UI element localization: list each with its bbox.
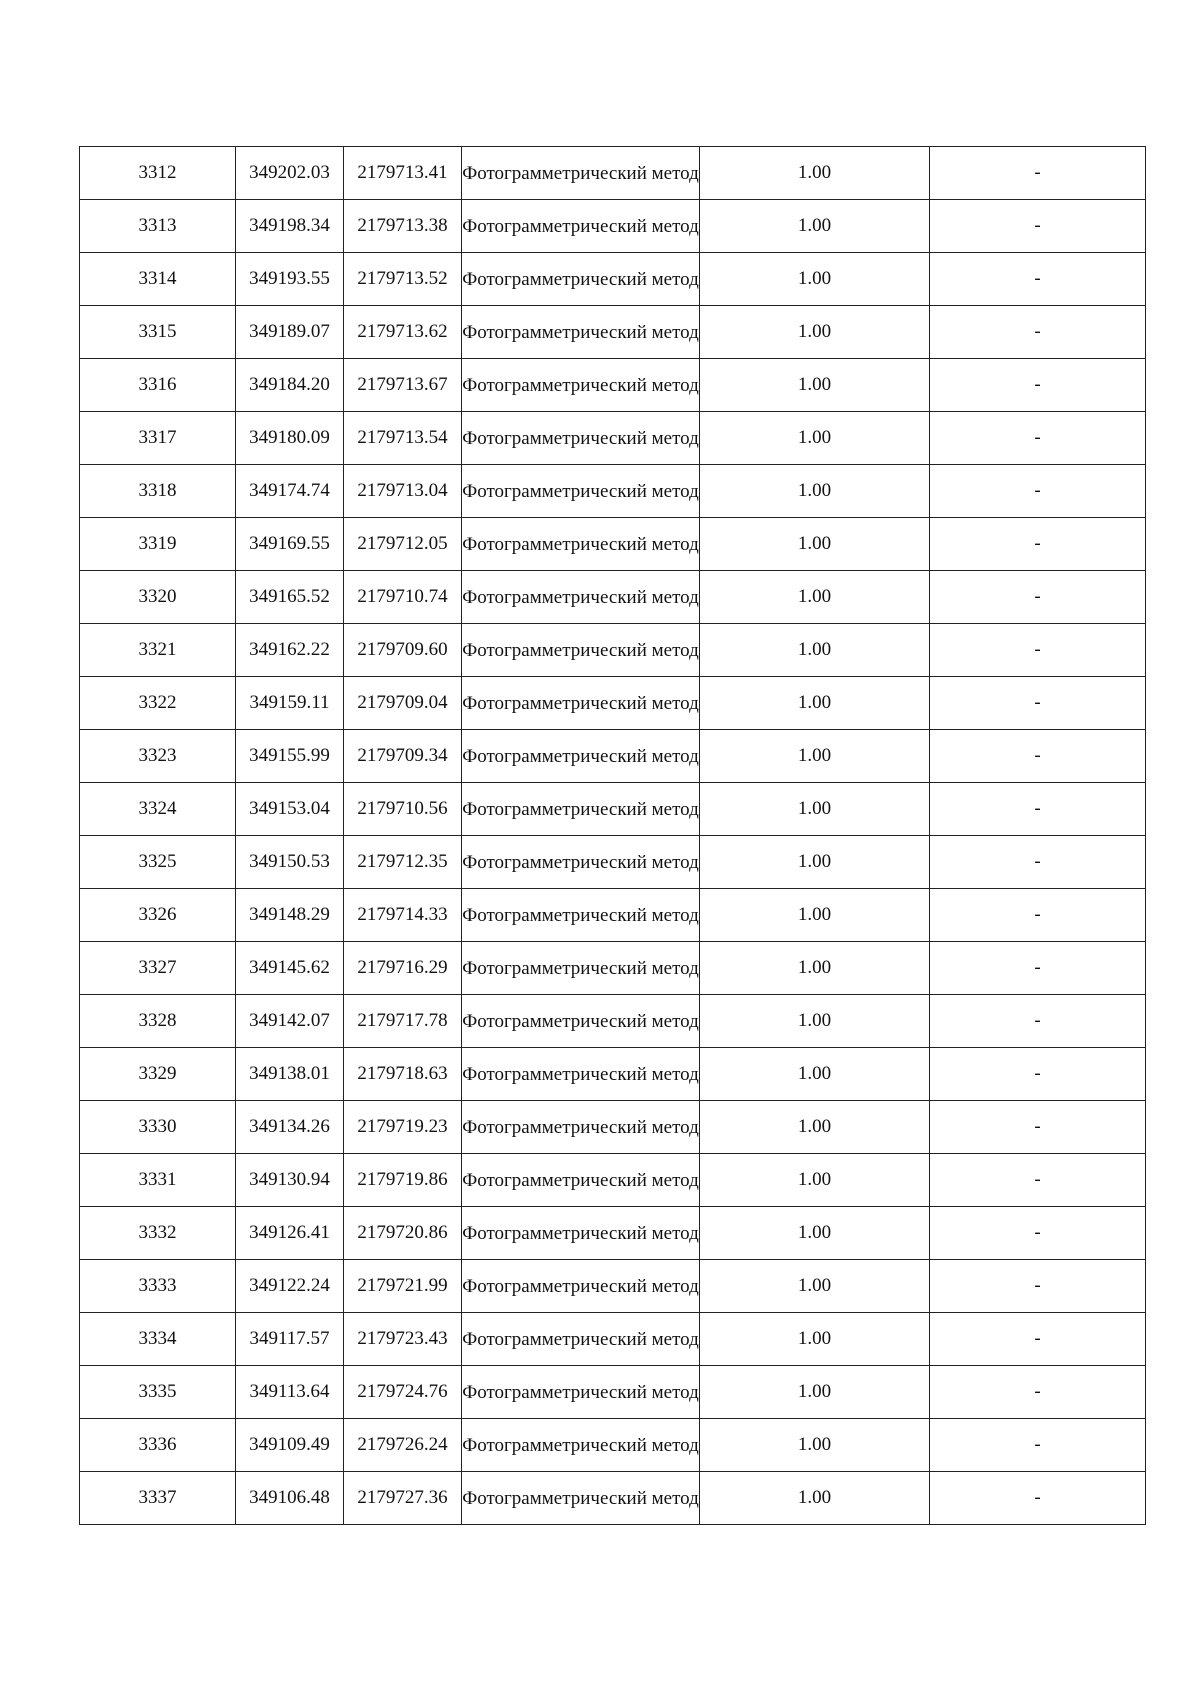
accuracy-cell: 1.00 — [700, 465, 930, 518]
note-cell: - — [930, 889, 1146, 942]
point-number-cell: 3315 — [80, 306, 236, 359]
y-coordinate-cell: 2179720.86 — [344, 1207, 462, 1260]
accuracy-cell: 1.00 — [700, 1101, 930, 1154]
note-cell: - — [930, 836, 1146, 889]
table-row — [80, 783, 1146, 836]
x-coordinate-cell: 349106.48 — [236, 1472, 344, 1525]
method-cell: Фотограмметрический метод — [462, 1313, 700, 1366]
note-cell: - — [930, 571, 1146, 624]
y-coordinate-cell: 2179710.56 — [344, 783, 462, 836]
accuracy-cell: 1.00 — [700, 942, 930, 995]
accuracy-cell: 1.00 — [700, 1154, 930, 1207]
method-cell: Фотограмметрический метод — [462, 783, 700, 836]
note-cell: - — [930, 783, 1146, 836]
note-cell: - — [930, 1207, 1146, 1260]
accuracy-cell: 1.00 — [700, 147, 930, 200]
table-row — [80, 624, 1146, 677]
method-cell: Фотограмметрический метод — [462, 1154, 700, 1207]
point-number-cell: 3325 — [80, 836, 236, 889]
table-row — [80, 1101, 1146, 1154]
note-cell: - — [930, 412, 1146, 465]
note-cell: - — [930, 942, 1146, 995]
y-coordinate-cell: 2179727.36 — [344, 1472, 462, 1525]
x-coordinate-cell: 349130.94 — [236, 1154, 344, 1207]
accuracy-cell: 1.00 — [700, 571, 930, 624]
method-cell: Фотограмметрический метод — [462, 465, 700, 518]
table-row — [80, 942, 1146, 995]
method-cell: Фотограмметрический метод — [462, 942, 700, 995]
method-cell: Фотограмметрический метод — [462, 995, 700, 1048]
y-coordinate-cell: 2179709.34 — [344, 730, 462, 783]
point-number-cell: 3313 — [80, 200, 236, 253]
accuracy-cell: 1.00 — [700, 1313, 930, 1366]
method-cell: Фотограмметрический метод — [462, 1260, 700, 1313]
table-row — [80, 571, 1146, 624]
accuracy-cell: 1.00 — [700, 200, 930, 253]
method-cell: Фотограмметрический метод — [462, 730, 700, 783]
accuracy-cell: 1.00 — [700, 359, 930, 412]
accuracy-cell: 1.00 — [700, 1419, 930, 1472]
point-number-cell: 3316 — [80, 359, 236, 412]
point-number-cell: 3317 — [80, 412, 236, 465]
point-number-cell: 3331 — [80, 1154, 236, 1207]
y-coordinate-cell: 2179712.05 — [344, 518, 462, 571]
y-coordinate-cell: 2179717.78 — [344, 995, 462, 1048]
x-coordinate-cell: 349169.55 — [236, 518, 344, 571]
note-cell: - — [930, 995, 1146, 1048]
note-cell: - — [930, 253, 1146, 306]
y-coordinate-cell: 2179716.29 — [344, 942, 462, 995]
method-cell: Фотограмметрический метод — [462, 359, 700, 412]
note-cell: - — [930, 1366, 1146, 1419]
note-cell: - — [930, 1154, 1146, 1207]
coordinates-table — [79, 146, 1146, 1525]
table-row — [80, 518, 1146, 571]
x-coordinate-cell: 349193.55 — [236, 253, 344, 306]
accuracy-cell: 1.00 — [700, 306, 930, 359]
y-coordinate-cell: 2179714.33 — [344, 889, 462, 942]
accuracy-cell: 1.00 — [700, 677, 930, 730]
point-number-cell: 3337 — [80, 1472, 236, 1525]
x-coordinate-cell: 349162.22 — [236, 624, 344, 677]
table-row — [80, 677, 1146, 730]
method-cell: Фотограмметрический метод — [462, 306, 700, 359]
method-cell: Фотограмметрический метод — [462, 200, 700, 253]
x-coordinate-cell: 349113.64 — [236, 1366, 344, 1419]
table-row — [80, 889, 1146, 942]
table-row — [80, 412, 1146, 465]
point-number-cell: 3321 — [80, 624, 236, 677]
method-cell: Фотограмметрический метод — [462, 253, 700, 306]
y-coordinate-cell: 2179719.86 — [344, 1154, 462, 1207]
note-cell: - — [930, 1419, 1146, 1472]
point-number-cell: 3333 — [80, 1260, 236, 1313]
table-row — [80, 1154, 1146, 1207]
accuracy-cell: 1.00 — [700, 1472, 930, 1525]
note-cell: - — [930, 1101, 1146, 1154]
y-coordinate-cell: 2179723.43 — [344, 1313, 462, 1366]
point-number-cell: 3332 — [80, 1207, 236, 1260]
method-cell: Фотограмметрический метод — [462, 624, 700, 677]
method-cell: Фотограмметрический метод — [462, 889, 700, 942]
accuracy-cell: 1.00 — [700, 412, 930, 465]
method-cell: Фотограмметрический метод — [462, 1366, 700, 1419]
note-cell: - — [930, 1260, 1146, 1313]
x-coordinate-cell: 349180.09 — [236, 412, 344, 465]
x-coordinate-cell: 349145.62 — [236, 942, 344, 995]
table-row — [80, 1207, 1146, 1260]
method-cell: Фотограмметрический метод — [462, 412, 700, 465]
y-coordinate-cell: 2179710.74 — [344, 571, 462, 624]
method-cell: Фотограмметрический метод — [462, 518, 700, 571]
x-coordinate-cell: 349153.04 — [236, 783, 344, 836]
point-number-cell: 3322 — [80, 677, 236, 730]
x-coordinate-cell: 349122.24 — [236, 1260, 344, 1313]
x-coordinate-cell: 349148.29 — [236, 889, 344, 942]
y-coordinate-cell: 2179713.54 — [344, 412, 462, 465]
note-cell: - — [930, 677, 1146, 730]
accuracy-cell: 1.00 — [700, 1366, 930, 1419]
note-cell: - — [930, 465, 1146, 518]
table-row — [80, 306, 1146, 359]
x-coordinate-cell: 349165.52 — [236, 571, 344, 624]
point-number-cell: 3320 — [80, 571, 236, 624]
point-number-cell: 3335 — [80, 1366, 236, 1419]
accuracy-cell: 1.00 — [700, 995, 930, 1048]
note-cell: - — [930, 518, 1146, 571]
table-row — [80, 1313, 1146, 1366]
point-number-cell: 3327 — [80, 942, 236, 995]
y-coordinate-cell: 2179713.52 — [344, 253, 462, 306]
x-coordinate-cell: 349174.74 — [236, 465, 344, 518]
accuracy-cell: 1.00 — [700, 624, 930, 677]
accuracy-cell: 1.00 — [700, 1207, 930, 1260]
method-cell: Фотограмметрический метод — [462, 836, 700, 889]
y-coordinate-cell: 2179713.67 — [344, 359, 462, 412]
note-cell: - — [930, 147, 1146, 200]
x-coordinate-cell: 349117.57 — [236, 1313, 344, 1366]
table-row — [80, 253, 1146, 306]
accuracy-cell: 1.00 — [700, 783, 930, 836]
point-number-cell: 3314 — [80, 253, 236, 306]
method-cell: Фотограмметрический метод — [462, 677, 700, 730]
note-cell: - — [930, 624, 1146, 677]
y-coordinate-cell: 2179713.62 — [344, 306, 462, 359]
x-coordinate-cell: 349184.20 — [236, 359, 344, 412]
x-coordinate-cell: 349202.03 — [236, 147, 344, 200]
table-row — [80, 995, 1146, 1048]
method-cell: Фотограмметрический метод — [462, 1472, 700, 1525]
method-cell: Фотограмметрический метод — [462, 1419, 700, 1472]
y-coordinate-cell: 2179713.41 — [344, 147, 462, 200]
y-coordinate-cell: 2179713.04 — [344, 465, 462, 518]
point-number-cell: 3323 — [80, 730, 236, 783]
point-number-cell: 3334 — [80, 1313, 236, 1366]
note-cell: - — [930, 1048, 1146, 1101]
accuracy-cell: 1.00 — [700, 518, 930, 571]
table-row — [80, 1419, 1146, 1472]
y-coordinate-cell: 2179724.76 — [344, 1366, 462, 1419]
y-coordinate-cell: 2179719.23 — [344, 1101, 462, 1154]
table-row — [80, 359, 1146, 412]
point-number-cell: 3328 — [80, 995, 236, 1048]
y-coordinate-cell: 2179721.99 — [344, 1260, 462, 1313]
note-cell: - — [930, 306, 1146, 359]
accuracy-cell: 1.00 — [700, 889, 930, 942]
table-row — [80, 730, 1146, 783]
table-row — [80, 1366, 1146, 1419]
x-coordinate-cell: 349198.34 — [236, 200, 344, 253]
x-coordinate-cell: 349138.01 — [236, 1048, 344, 1101]
point-number-cell: 3319 — [80, 518, 236, 571]
note-cell: - — [930, 200, 1146, 253]
note-cell: - — [930, 1472, 1146, 1525]
y-coordinate-cell: 2179713.38 — [344, 200, 462, 253]
y-coordinate-cell: 2179709.60 — [344, 624, 462, 677]
point-number-cell: 3326 — [80, 889, 236, 942]
accuracy-cell: 1.00 — [700, 1260, 930, 1313]
point-number-cell: 3318 — [80, 465, 236, 518]
method-cell: Фотограмметрический метод — [462, 571, 700, 624]
table-row — [80, 836, 1146, 889]
table-row — [80, 1048, 1146, 1101]
x-coordinate-cell: 349126.41 — [236, 1207, 344, 1260]
x-coordinate-cell: 349109.49 — [236, 1419, 344, 1472]
accuracy-cell: 1.00 — [700, 836, 930, 889]
table-row — [80, 1260, 1146, 1313]
accuracy-cell: 1.00 — [700, 730, 930, 783]
accuracy-cell: 1.00 — [700, 253, 930, 306]
y-coordinate-cell: 2179718.63 — [344, 1048, 462, 1101]
method-cell: Фотограмметрический метод — [462, 1207, 700, 1260]
table-row — [80, 465, 1146, 518]
method-cell: Фотограмметрический метод — [462, 147, 700, 200]
table-row — [80, 147, 1146, 200]
method-cell: Фотограмметрический метод — [462, 1101, 700, 1154]
x-coordinate-cell: 349189.07 — [236, 306, 344, 359]
point-number-cell: 3336 — [80, 1419, 236, 1472]
x-coordinate-cell: 349142.07 — [236, 995, 344, 1048]
point-number-cell: 3329 — [80, 1048, 236, 1101]
note-cell: - — [930, 730, 1146, 783]
y-coordinate-cell: 2179709.04 — [344, 677, 462, 730]
x-coordinate-cell: 349150.53 — [236, 836, 344, 889]
x-coordinate-cell: 349134.26 — [236, 1101, 344, 1154]
x-coordinate-cell: 349155.99 — [236, 730, 344, 783]
x-coordinate-cell: 349159.11 — [236, 677, 344, 730]
note-cell: - — [930, 1313, 1146, 1366]
y-coordinate-cell: 2179726.24 — [344, 1419, 462, 1472]
note-cell: - — [930, 359, 1146, 412]
accuracy-cell: 1.00 — [700, 1048, 930, 1101]
table-row — [80, 200, 1146, 253]
point-number-cell: 3312 — [80, 147, 236, 200]
point-number-cell: 3324 — [80, 783, 236, 836]
point-number-cell: 3330 — [80, 1101, 236, 1154]
y-coordinate-cell: 2179712.35 — [344, 836, 462, 889]
table-row — [80, 1472, 1146, 1525]
method-cell: Фотограмметрический метод — [462, 1048, 700, 1101]
coordinates-table-body — [80, 147, 1146, 1525]
